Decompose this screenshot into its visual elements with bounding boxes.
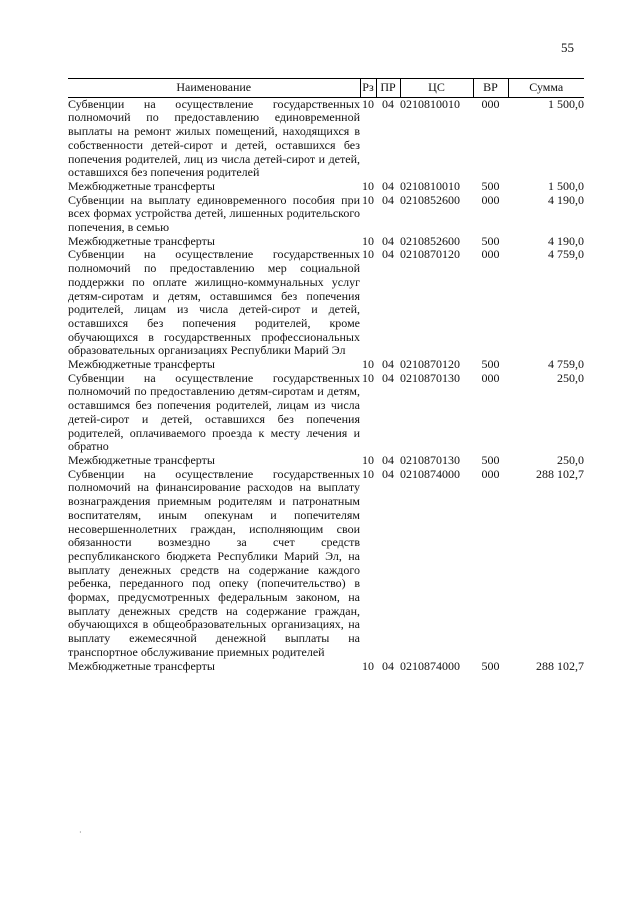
row-rz: 10: [362, 658, 374, 673]
table-row: [68, 660, 584, 674]
row-pr: 04: [382, 178, 394, 193]
header-name: Наименование: [68, 79, 360, 98]
row-pr: 04: [382, 357, 394, 372]
row-name: Субвенции на осуществление государственных полномочий на финансирование расходов на выплату вознаграждения приемным родителям и патронатным воспитателям, иным опекунам и попечителям несовершеннолетних граждан, исполняющим свои обязанности возмездно за счет средств республиканского бюджета Республики Марий Эл, на выплату денежных средств на содержание каждого ребенка, переданного под опеку (попечительство) в формах, предусмотренных федеральным законом, на выплату денежных средств на содержание граждан, обучающихся в общеобразовательных организациях, на выплату ежемесячной денежной выплаты на транспортное обслуживание приемных родителей: [68, 466, 360, 659]
row-cs: 0210810010: [400, 96, 460, 111]
row-rz: 10: [362, 233, 374, 248]
row-name: Межбюджетные трансферты: [68, 658, 215, 673]
row-name: Субвенции на осуществление государственных полномочий по предоставлению детям-сиротам и детям, оставшимся без попечения родителей, лицам из числа детей-сирот и детей, оставшихся без попечения родителей, оплачиваемого проезда к месту лечения и обратно: [68, 370, 360, 454]
scan-speck: ·: [79, 828, 82, 837]
row-cs: 0210852600: [400, 233, 460, 248]
row-vr: 500: [481, 452, 500, 467]
row-sum: 288 102,7: [536, 658, 584, 673]
table-row: [68, 454, 584, 468]
row-pr: 04: [382, 192, 394, 207]
row-name: Межбюджетные трансферты: [68, 357, 215, 372]
row-cs: 0210874000: [400, 466, 460, 481]
row-rz: 10: [362, 247, 374, 262]
row-rz: 10: [362, 466, 374, 481]
row-sum: 1 500,0: [548, 96, 584, 111]
row-sum: 4 190,0: [548, 233, 584, 248]
row-cs: 0210874000: [400, 658, 460, 673]
row-vr: 500: [481, 178, 500, 193]
row-cs: 0210870120: [400, 247, 460, 262]
row-vr: 500: [481, 658, 500, 673]
row-name: Межбюджетные трансферты: [68, 178, 215, 193]
row-sum: 4 759,0: [548, 247, 584, 262]
table-row: [68, 468, 584, 660]
row-vr: 500: [481, 357, 500, 372]
row-cs: 0210870130: [400, 452, 460, 467]
header-rz: Рз: [360, 79, 376, 98]
header-pr: ПР: [376, 79, 400, 98]
row-rz: 10: [362, 192, 374, 207]
row-cs: 0210870130: [400, 370, 460, 385]
row-cs: 0210870120: [400, 357, 460, 372]
header-cs: ЦС: [400, 79, 473, 98]
table-header-row: [68, 79, 584, 98]
row-vr: 000: [481, 96, 500, 111]
row-cs: 0210810010: [400, 178, 460, 193]
row-pr: 04: [382, 466, 394, 481]
page-number: 55: [561, 40, 574, 55]
row-pr: 04: [382, 658, 394, 673]
table-row: [68, 235, 584, 249]
header-vr: ВР: [473, 79, 508, 98]
row-vr: 000: [481, 370, 500, 385]
row-vr: 500: [481, 233, 500, 248]
row-name: Субвенции на осуществление государственных полномочий по предоставлению единовременной выплаты на ремонт жилых помещений, находящихся в собственности детей-сирот и детей, оставшихся без попечения родителей, лиц из числа детей-сирот и детей, оставшихся без попечения родителей: [68, 96, 360, 180]
row-sum: 4 190,0: [548, 192, 584, 207]
row-cs: 0210852600: [400, 192, 460, 207]
row-name: Межбюджетные трансферты: [68, 452, 215, 467]
row-rz: 10: [362, 452, 374, 467]
table-row: [68, 194, 584, 235]
row-rz: 10: [362, 370, 374, 385]
row-vr: 000: [481, 247, 500, 262]
row-pr: 04: [382, 96, 394, 111]
header-sum: Сумма: [508, 79, 584, 98]
row-vr: 000: [481, 466, 500, 481]
row-rz: 10: [362, 178, 374, 193]
table-row: [68, 358, 584, 372]
row-pr: 04: [382, 233, 394, 248]
row-sum: 4 759,0: [548, 357, 584, 372]
row-rz: 10: [362, 96, 374, 111]
row-sum: 250,0: [557, 452, 584, 467]
row-pr: 04: [382, 247, 394, 262]
row-pr: 04: [382, 452, 394, 467]
row-sum: 288 102,7: [536, 466, 584, 481]
table-row: [68, 180, 584, 194]
row-sum: 250,0: [557, 370, 584, 385]
table-row: [68, 248, 584, 358]
row-pr: 04: [382, 370, 394, 385]
table-row: [68, 97, 584, 180]
table-row: [68, 372, 584, 454]
row-vr: 000: [481, 192, 500, 207]
row-name: Субвенции на выплату единовременного пособия при всех формах устройства детей, лишенных родительского попечения, в семью: [68, 192, 360, 235]
row-sum: 1 500,0: [548, 178, 584, 193]
row-rz: 10: [362, 357, 374, 372]
row-name: Субвенции на осуществление государственных полномочий по предоставлению мер социальной поддержки по оплате жилищно-коммунальных услуг детям-сиротам и детям, оставшимся без попечения родителей, лицам из числа детей-сирот и детей, оставшихся без попечения родителей, кроме обучающихся в государственных профессиональных образовательных организациях Республики Марий Эл: [68, 247, 360, 358]
row-name: Межбюджетные трансферты: [68, 233, 215, 248]
budget-table: [68, 78, 584, 673]
